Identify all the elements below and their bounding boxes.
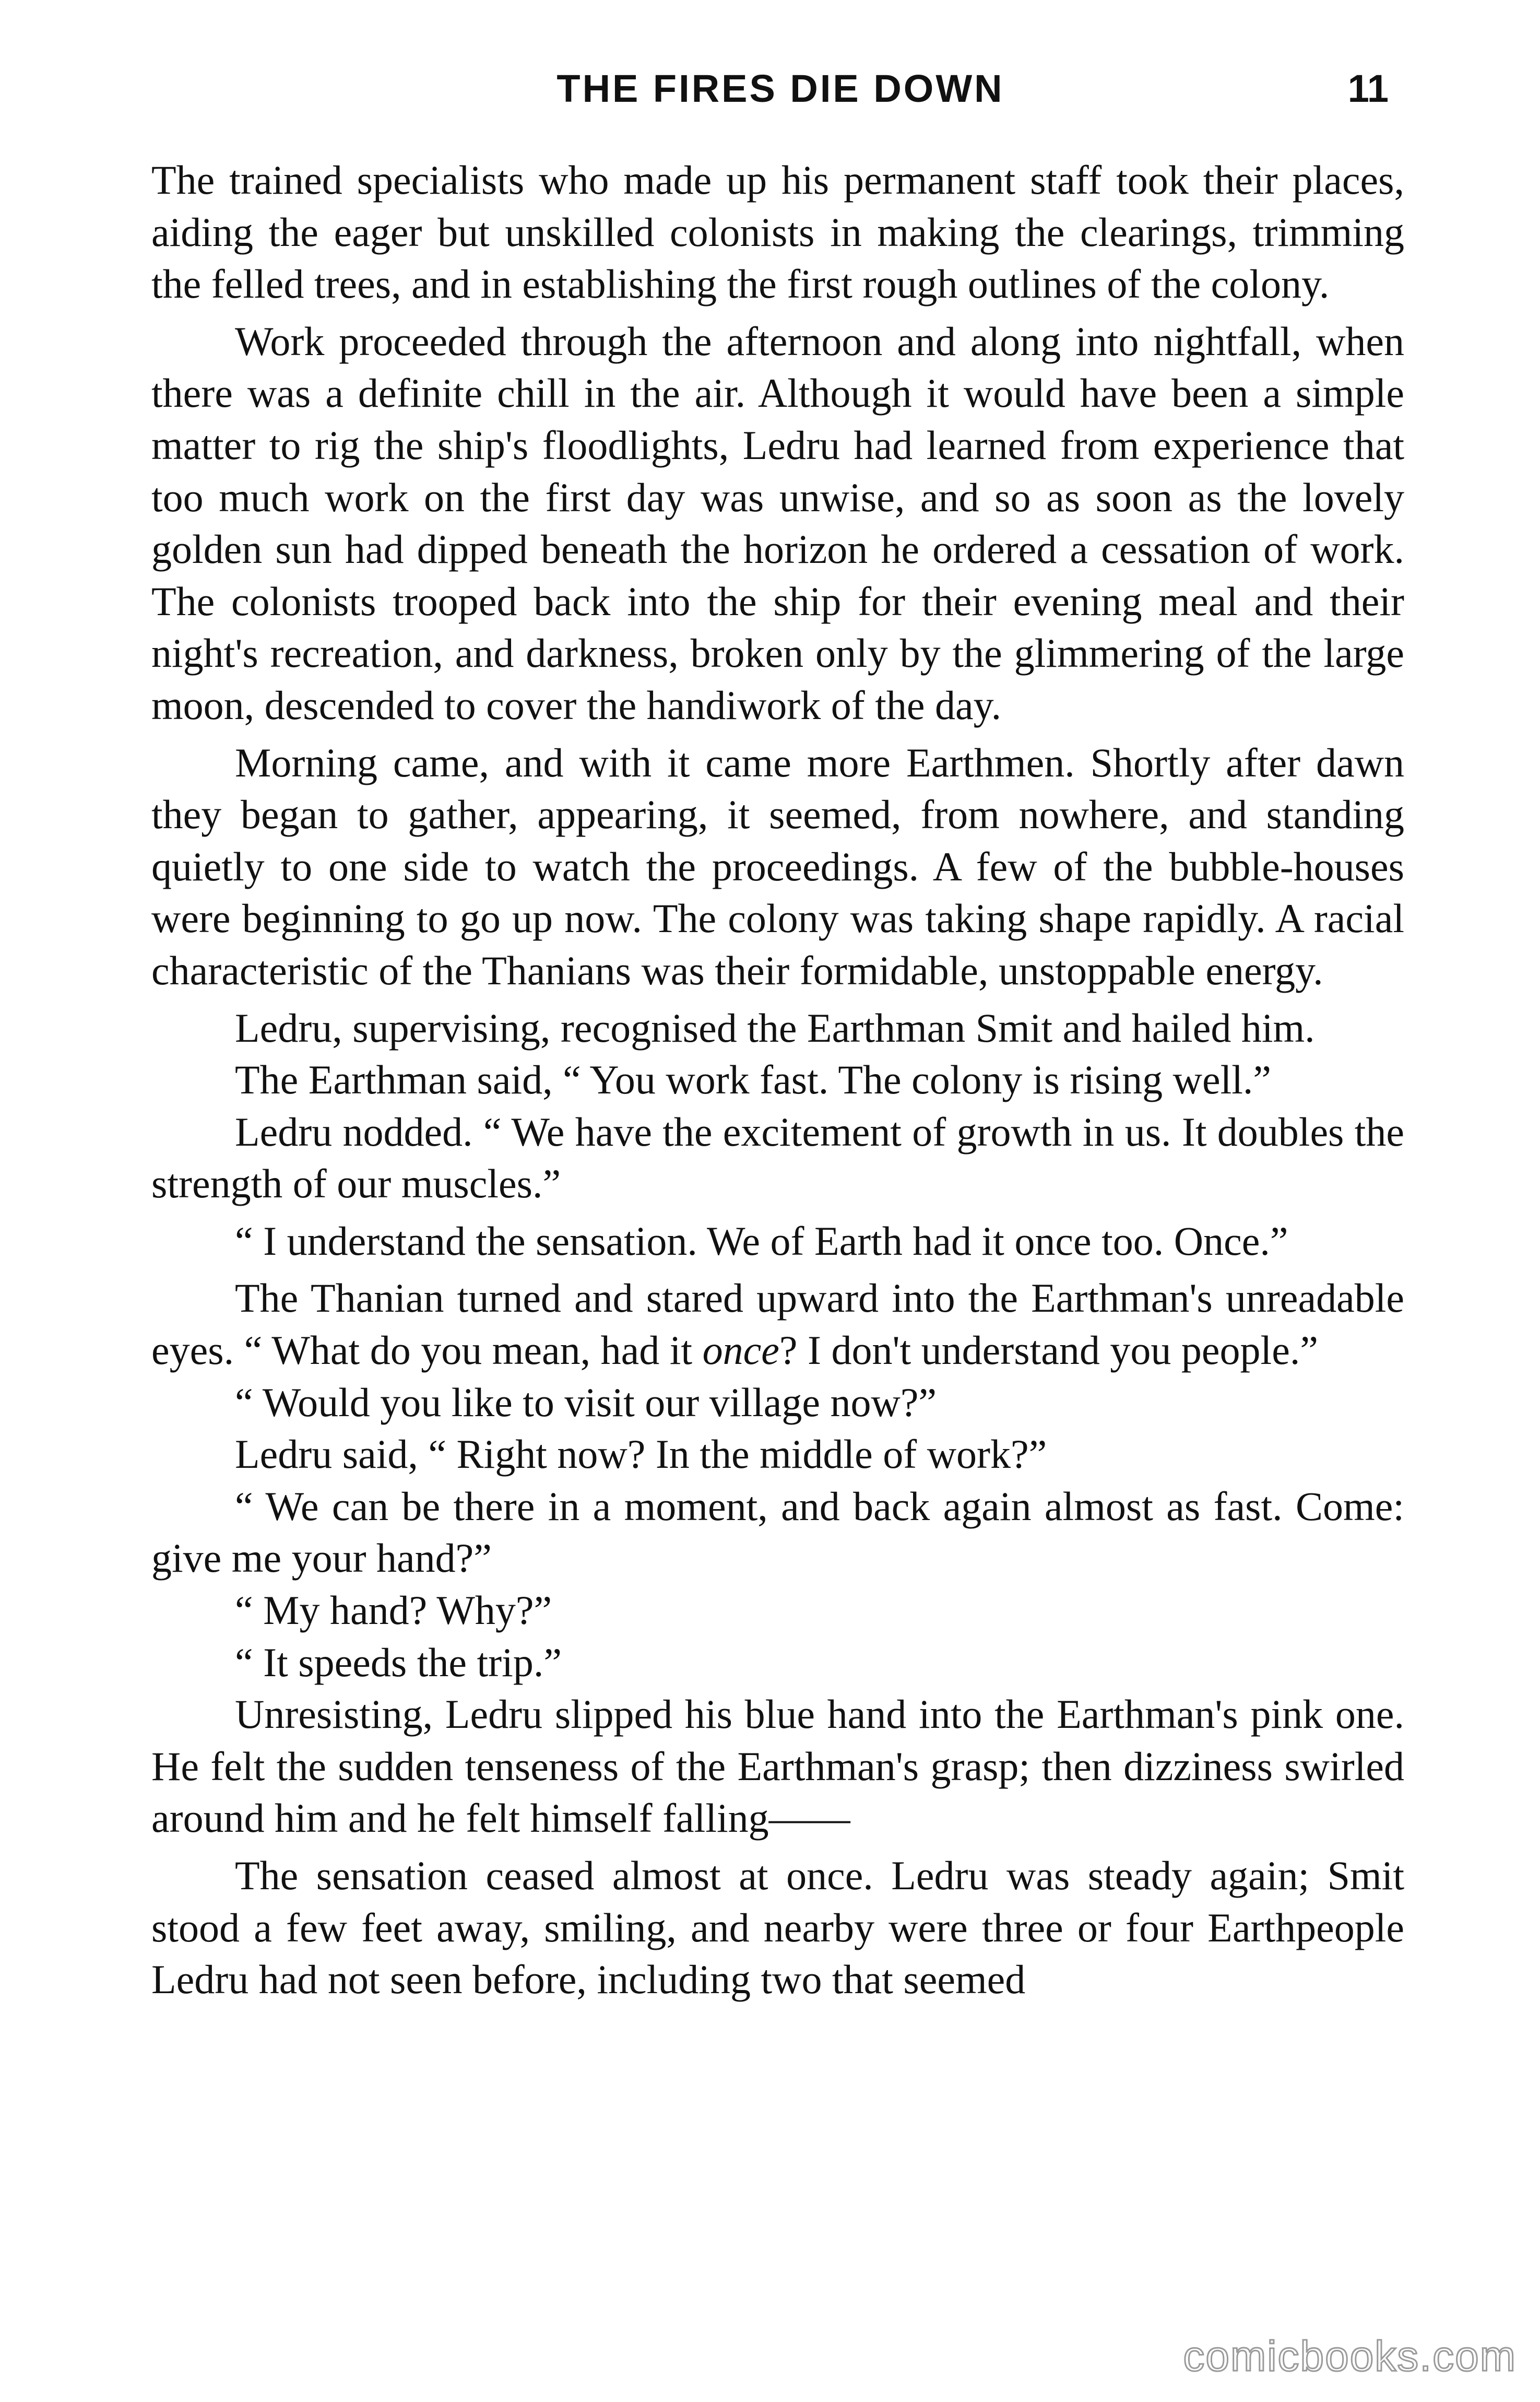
paragraph bbox=[151, 1272, 1404, 1376]
paragraph: The trained specialists who made up his permanent staff took their places, aiding the eager but unskilled colonists in making the clearings, trimming the felled trees, and in establishing the first rough outlines of the colony. bbox=[151, 157, 1404, 307]
paragraph: Morning came, and with it came more Earthmen. Shortly after dawn they began to gather, appearing, it seemed, from nowhere, and standing quietly to one side to watch the proceedings. A few of the bubble-houses were beginning to go up now. The colony was taking shape rapidly. A racial characteristic of the Thanians was their formidable, unstoppable energy. bbox=[151, 739, 1404, 993]
running-head: THE FIRES DIE DOWN bbox=[556, 67, 1004, 110]
paragraph: “ My hand? Why?” bbox=[235, 1587, 552, 1633]
paragraph: Work proceeded through the afternoon and along into nightfall, when there was a definite chill in the air. Although it would have been a simple matter to rig the ship's floodlights, Ledru had learned from experience that too much work on the first day was unwise, and so as soon as the lovely golden sun had dipped beneath the horizon he ordered a cessation of work. The colonists trooped back into the ship for their evening meal and their night's recreation, and darkness, broken only by the glimmering of the large moon, descended to cover the handiwork of the day. bbox=[151, 318, 1404, 728]
paragraph: “ It speeds the trip.” bbox=[235, 1639, 562, 1685]
body-text bbox=[151, 154, 1404, 2006]
paragraph: Ledru said, “ Right now? In the middle of work?” bbox=[235, 1431, 1047, 1477]
watermark: comicbooks.com bbox=[1183, 2333, 1517, 2380]
paragraph: “ We can be there in a moment, and back again almost as fast. Come: give me your hand?” bbox=[151, 1483, 1404, 1581]
page-number: 11 bbox=[1347, 67, 1389, 110]
paragraph: The sensation ceased almost at once. Ledru was steady again; Smit stood a few feet away, smiling, and nearby were three or four Earthpeople Ledru had not seen before, including two that seemed bbox=[151, 1853, 1404, 2003]
emphasis-word: once bbox=[702, 1327, 779, 1373]
paragraph: Ledru nodded. “ We have the excitement of growth in us. It doubles the strength of our muscles.” bbox=[151, 1109, 1404, 1207]
page-header bbox=[154, 60, 1407, 117]
paragraph-text: The Thanian turned and stared upward into the Earthman's unreadable eyes. “ What do you mean, had it bbox=[151, 1275, 1404, 1373]
paragraph: Unresisting, Ledru slipped his blue hand into the Earthman's pink one. He felt the sudden tenseness of the Earthman's grasp; then dizziness swirled around him and he felt himself falling—— bbox=[151, 1691, 1404, 1841]
paragraph: The Earthman said, “ You work fast. The colony is rising well.” bbox=[235, 1057, 1272, 1103]
paragraph: “ Would you like to visit our village now?” bbox=[235, 1379, 937, 1425]
paragraph-text: ? I don't understand you people.” bbox=[779, 1327, 1318, 1373]
paragraph: Ledru, supervising, recognised the Earthman Smit and hailed him. bbox=[235, 1005, 1315, 1051]
paragraph: “ I understand the sensation. We of Earth had it once too. Once.” bbox=[235, 1218, 1288, 1264]
